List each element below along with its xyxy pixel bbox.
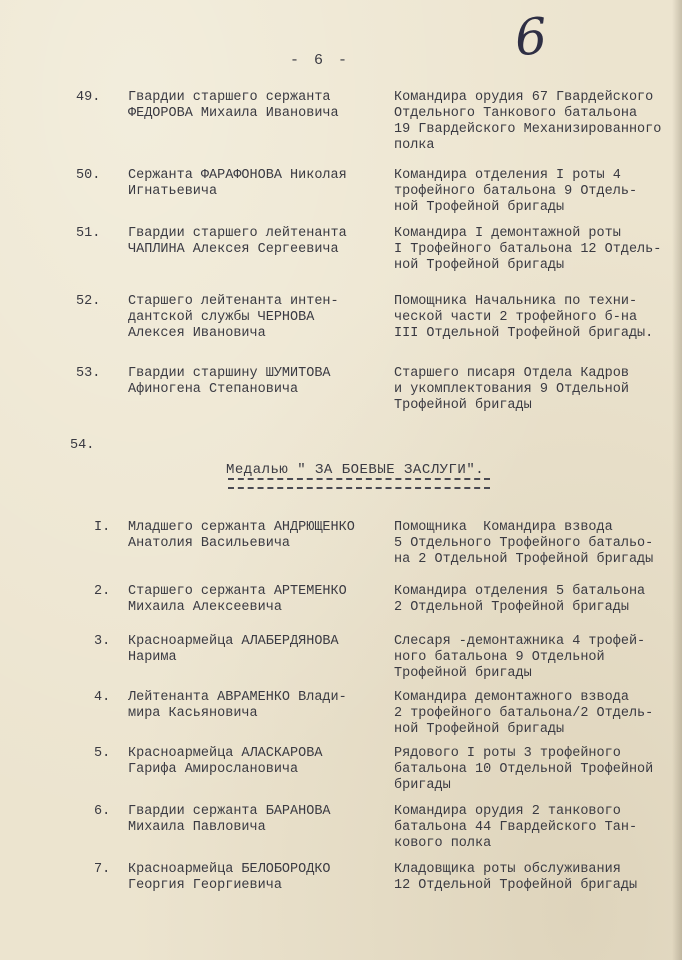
entry-position: Помощника Командира взвода 5 Отдельного Трофейного батальо- на 2 Отдельной Трофейной бригады	[394, 520, 654, 567]
entry-position: Командира отделения I роты 4 трофейного батальона 9 Отдель- ной Трофейной бригады	[394, 168, 638, 215]
entry-number: 2.	[94, 584, 111, 599]
entry-position: Командира I демонтажной роты I Трофейного батальона 12 Отдель- ной Трофейной бригады	[394, 226, 662, 273]
entry-number: 51.	[76, 226, 101, 241]
entry-number: 53.	[76, 366, 101, 381]
entry-recipient: Старшего сержанта АРТЕМЕНКО Михаила Алексеевича	[128, 584, 347, 615]
entry-position: Помощника Начальника по техни- ческой части 2 трофейного б-на III Отдельной Трофейной бригады.	[394, 294, 654, 341]
entry-recipient: Красноармейца АЛАСКАРОВА Гарифа Амирослановича	[128, 746, 323, 777]
entry-position: Рядового I роты 3 трофейного батальона 10 Отдельной Трофейной бригады	[394, 746, 654, 793]
entry-position: Слесаря -демонтажника 4 трофей- ного батальона 9 Отдельной Трофейной бригады	[394, 634, 646, 681]
entry-recipient: Старшего лейтенанта интен- дантской службы ЧЕРНОВА Алексея Ивановича	[128, 294, 339, 341]
entry-position: Командира отделения 5 батальона 2 Отдельной Трофейной бригады	[394, 584, 646, 615]
entry-recipient: Гвардии старшего лейтенанта ЧАПЛИНА Алексея Сергеевича	[128, 226, 347, 257]
entry-recipient: Красноармейца БЕЛОБОРОДКО Георгия Георгиевича	[128, 862, 331, 893]
entry-recipient: Гвардии старшину ШУМИТОВА Афиногена Степановича	[128, 366, 331, 397]
entry-number: 6.	[94, 804, 111, 819]
entry-position: Командира орудия 2 танкового батальона 44 Гвардейского Тан- кового полка	[394, 804, 638, 851]
entry-number: 3.	[94, 634, 111, 649]
entry-position: Старшего писаря Отдела Кадров и укомплектования 9 Отдельной Трофейной бригады	[394, 366, 629, 413]
entry-position: Командира орудия 67 Гвардейского Отдельного Танкового батальона 19 Гвардейского Механизированного полка	[394, 90, 662, 153]
entry-recipient: Гвардии старшего сержанта ФЕДОРОВА Михаила Ивановича	[128, 90, 339, 121]
entry-number: 4.	[94, 690, 111, 705]
entry-position: Кладовщика роты обслуживания 12 Отдельной Трофейной бригады	[394, 862, 638, 893]
entry-number: 7.	[94, 862, 111, 877]
medal-heading: Медалью " ЗА БОЕВЫЕ ЗАСЛУГИ".	[226, 462, 485, 478]
entry-number: 50.	[76, 168, 101, 183]
handwritten-page-number: 6	[513, 6, 549, 68]
entry-position: Командира демонтажного взвода 2 трофейного батальона/2 Отдель- ной Трофейной бригады	[394, 690, 654, 737]
heading-underline	[228, 478, 490, 489]
section-number: 54.	[70, 438, 95, 453]
entry-recipient: Сержанта ФАРАФОНОВА Николая Игнатьевича	[128, 168, 347, 199]
entry-recipient: Младшего сержанта АНДРЮЩЕНКО Анатолия Васильевича	[128, 520, 355, 551]
entry-number: 52.	[76, 294, 101, 309]
entry-number: I.	[94, 520, 111, 535]
entry-number: 49.	[76, 90, 101, 105]
entry-recipient: Гвардии сержанта БАРАНОВА Михаила Павловича	[128, 804, 331, 835]
entry-recipient: Красноармейца АЛАБЕРДЯНОВА Нарима	[128, 634, 339, 665]
page-number: - 6 -	[290, 52, 351, 69]
entry-number: 5.	[94, 746, 111, 761]
entry-recipient: Лейтенанта АВРАМЕНКО Влади- мира Касьяновича	[128, 690, 347, 721]
